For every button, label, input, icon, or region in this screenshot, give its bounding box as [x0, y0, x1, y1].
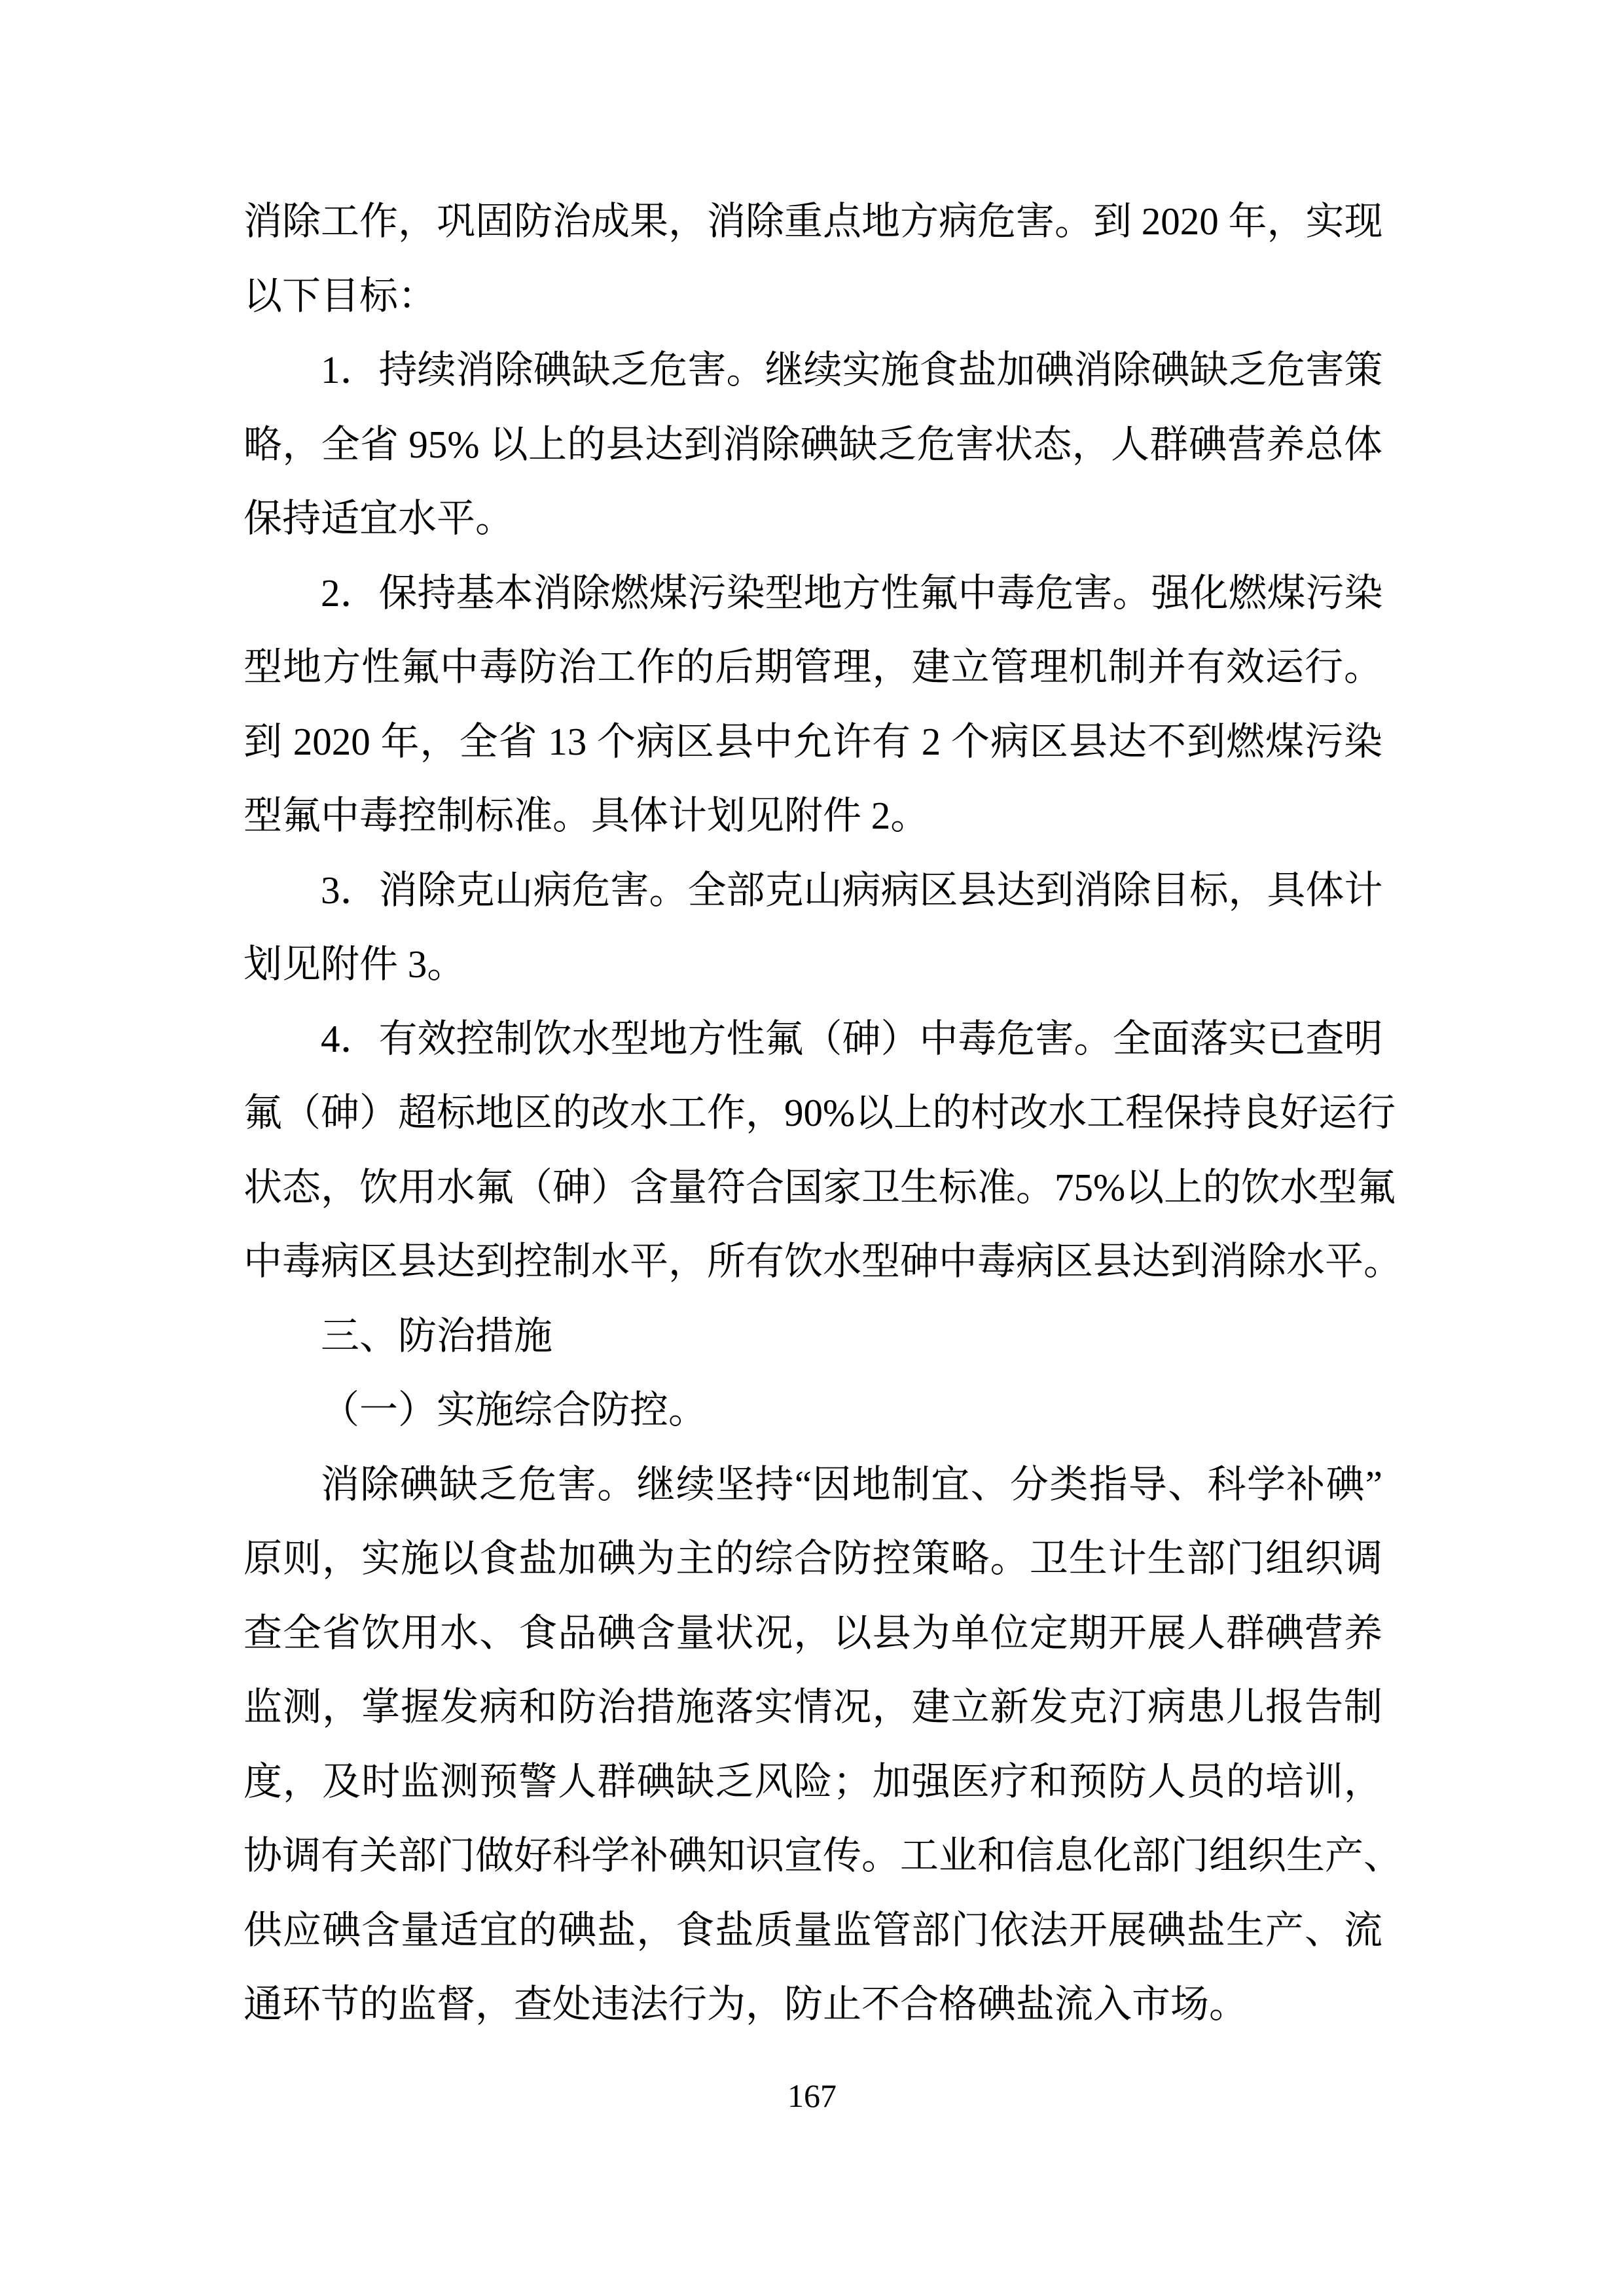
text-line: 保持适宜水平。: [244, 497, 514, 540]
text-line: 型氟中毒控制标准。具体计划见附件 2。: [244, 794, 929, 837]
text-line: 中毒病区县达到控制水平，所有饮水型砷中毒病区县达到消除水平。: [244, 1240, 1403, 1283]
text-line: 查全省饮用水、食品碘含量状况，以县为单位定期开展人群碘营养: [244, 1611, 1382, 1655]
text-line: 4．有效控制饮水型地方性氟（砷）中毒危害。全面落实已查明: [321, 1016, 1383, 1060]
text-line: 供应碘含量适宜的碘盐，食盐质量监管部门依法开展碘盐生产、流: [244, 1908, 1382, 1952]
text-line: 2．保持基本消除燃煤污染型地方性氟中毒危害。强化燃煤污染: [321, 571, 1383, 615]
paragraph: [244, 1373, 1382, 1448]
text-line: 以下目标：: [244, 274, 437, 317]
text-line: 3．消除克山病危害。全部克山病病区县达到消除目标，具体计: [321, 868, 1383, 912]
text-line: 1．持续消除碘缺乏危害。继续实施食盐加碘消除碘缺乏危害策: [321, 348, 1383, 391]
text-line: 通环节的监督，查处违法行为，防止不合格碘盐流入市场。: [244, 1982, 1248, 2026]
paragraph: [244, 1002, 1403, 1299]
text-line: 原则，实施以食盐加碘为主的综合防控策略。卫生计生部门组织调: [244, 1537, 1382, 1580]
text-line: 监测，掌握发病和防治措施落实情况，建立新发克汀病患儿报告制: [244, 1685, 1382, 1729]
text-line: 协调有关部门做好科学补碘知识宣传。工业和信息化部门组织生产、: [244, 1834, 1403, 1877]
paragraph: [244, 185, 1382, 333]
text-line: 划见附件 3。: [244, 942, 466, 986]
paragraph: [244, 1299, 1382, 1374]
text-line: （一）实施综合防控。: [321, 1388, 708, 1431]
text-line: 状态，饮用水氟（砷）含量符合国家卫生标准。75%以上的饮水型氟: [244, 1165, 1396, 1209]
text-line: 氟（砷）超标地区的改水工作，90%以上的村改水工程保持良好运行: [244, 1091, 1396, 1134]
page-number: 167: [787, 2077, 837, 2114]
text-line: 到 2020 年，全省 13 个病区县中允许有 2 个病区县达不到燃煤污染: [244, 719, 1382, 763]
text-line: 度，及时监测预警人群碘缺乏风险；加强医疗和预防人员的培训，: [244, 1759, 1382, 1803]
text-line: 略，全省 95% 以上的县达到消除碘缺乏危害状态，人群碘营养总体: [244, 422, 1382, 466]
paragraph: [244, 1448, 1403, 2042]
document-body: [244, 185, 1403, 2042]
paragraph: [244, 333, 1382, 556]
text-line: 消除碘缺乏危害。继续坚持“因地制宜、分类指导、科学补碘”: [321, 1462, 1382, 1506]
text-line: 型地方性氟中毒防治工作的后期管理，建立管理机制并有效运行。: [244, 645, 1382, 689]
paragraph: [244, 853, 1382, 1002]
text-line: 三、防治措施: [321, 1314, 553, 1357]
paragraph: [244, 556, 1382, 853]
text-line: 消除工作，巩固防治成果，消除重点地方病危害。到 2020 年，实现: [244, 200, 1383, 243]
